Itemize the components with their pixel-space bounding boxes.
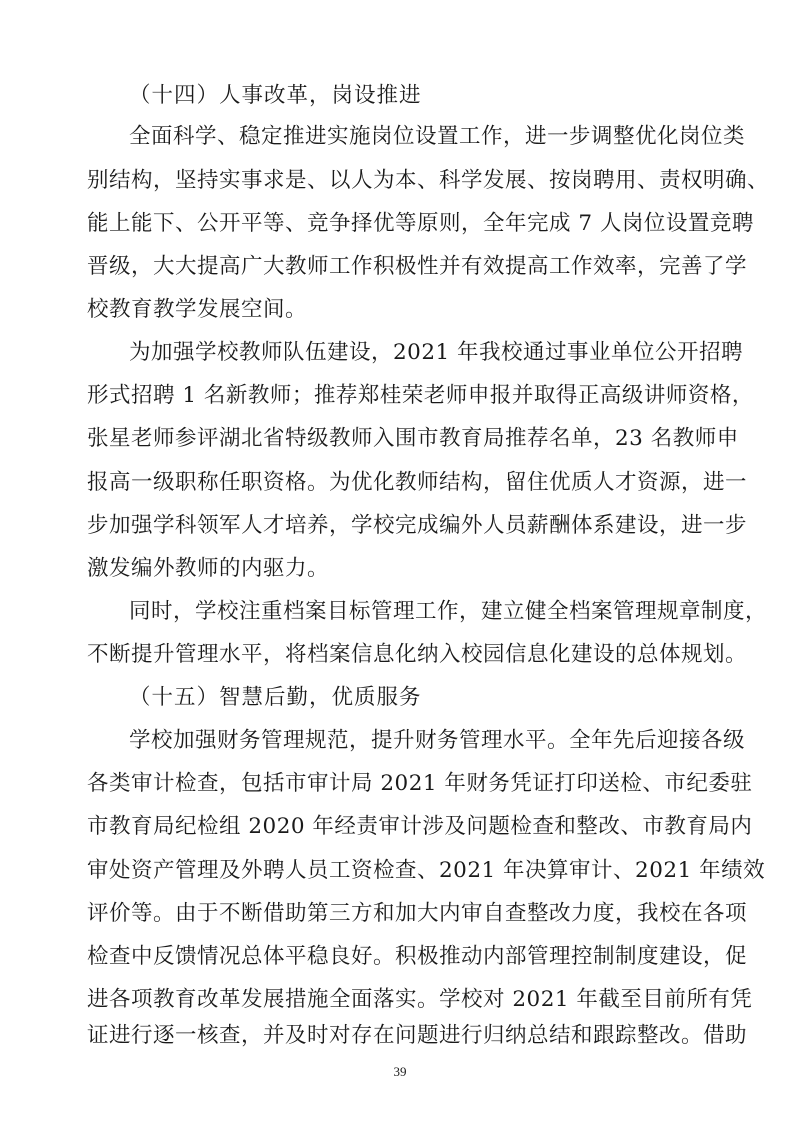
paragraph-line: 证进行逐一核查，并及时对存在问题进行归纳总结和跟踪整改。借助 bbox=[87, 1023, 748, 1048]
paragraph-line: 报高一级职称任职资格。为优化教师结构，留住优质人才资源，进一 bbox=[87, 470, 748, 495]
paragraph-line: 全面科学、稳定推进实施岗位设置工作，进一步调整优化岗位类 bbox=[129, 124, 746, 149]
paragraph-line: 同时，学校注重档案目标管理工作，建立健全档案管理规章制度， bbox=[129, 599, 768, 624]
paragraph-line: 形式招聘 1 名新教师；推荐郑桂荣老师申报并取得正高级讲师资格， bbox=[87, 383, 754, 408]
paragraph-line: 市教育局纪检组 2020 年经责审计涉及问题检查和整改、市教育局内 bbox=[87, 814, 753, 839]
paragraph-line: 张星老师参评湖北省特级教师入围市教育局推荐名单，23 名教师申 bbox=[87, 426, 739, 451]
paragraph-line: 各类审计检查，包括市审计局 2021 年财务凭证打印送检、市纪委驻 bbox=[87, 771, 753, 796]
paragraph-line: 进各项教育改革发展措施全面落实。学校对 2021 年截至目前所有凭 bbox=[87, 987, 753, 1012]
paragraph-line: 检查中反馈情况总体平稳良好。积极推动内部管理控制制度建设，促 bbox=[87, 944, 748, 969]
paragraph-line: 别结构，坚持实事求是、以人为本、科学发展、按岗聘用、责权明确、 bbox=[87, 168, 770, 193]
section-heading-14: （十四）人事改革，岗设推进 bbox=[129, 83, 422, 108]
paragraph-line: 评价等。由于不断借助第三方和加大内审自查整改力度，我校在各项 bbox=[87, 901, 748, 926]
paragraph-line: 学校加强财务管理规范，提升财务管理水平。全年先后迎接各级 bbox=[129, 728, 746, 753]
paragraph-line: 校教育教学发展空间。 bbox=[87, 297, 308, 322]
paragraph-line: 步加强学科领军人才培养，学校完成编外人员薪酬体系建设，进一步 bbox=[87, 513, 748, 538]
paragraph-line: 激发编外教师的内驱力。 bbox=[87, 556, 330, 581]
paragraph-line: 为加强学校教师队伍建设，2021 年我校通过事业单位公开招聘 bbox=[129, 340, 744, 365]
paragraph-line: 能上能下、公开平等、竞争择优等原则，全年完成 7 人岗位设置竞聘 bbox=[87, 211, 754, 236]
paragraph-line: 晋级，大大提高广大教师工作积极性并有效提高工作效率，完善了学 bbox=[87, 254, 748, 279]
section-heading-15: （十五）智慧后勤，优质服务 bbox=[129, 685, 422, 710]
page-number: 39 bbox=[393, 1064, 407, 1079]
paragraph-line: 不断提升管理水平，将档案信息化纳入校园信息化建设的总体规划。 bbox=[87, 642, 748, 667]
paragraph-line: 审处资产管理及外聘人员工资检查、2021 年决算审计、2021 年绩效 bbox=[87, 858, 766, 883]
